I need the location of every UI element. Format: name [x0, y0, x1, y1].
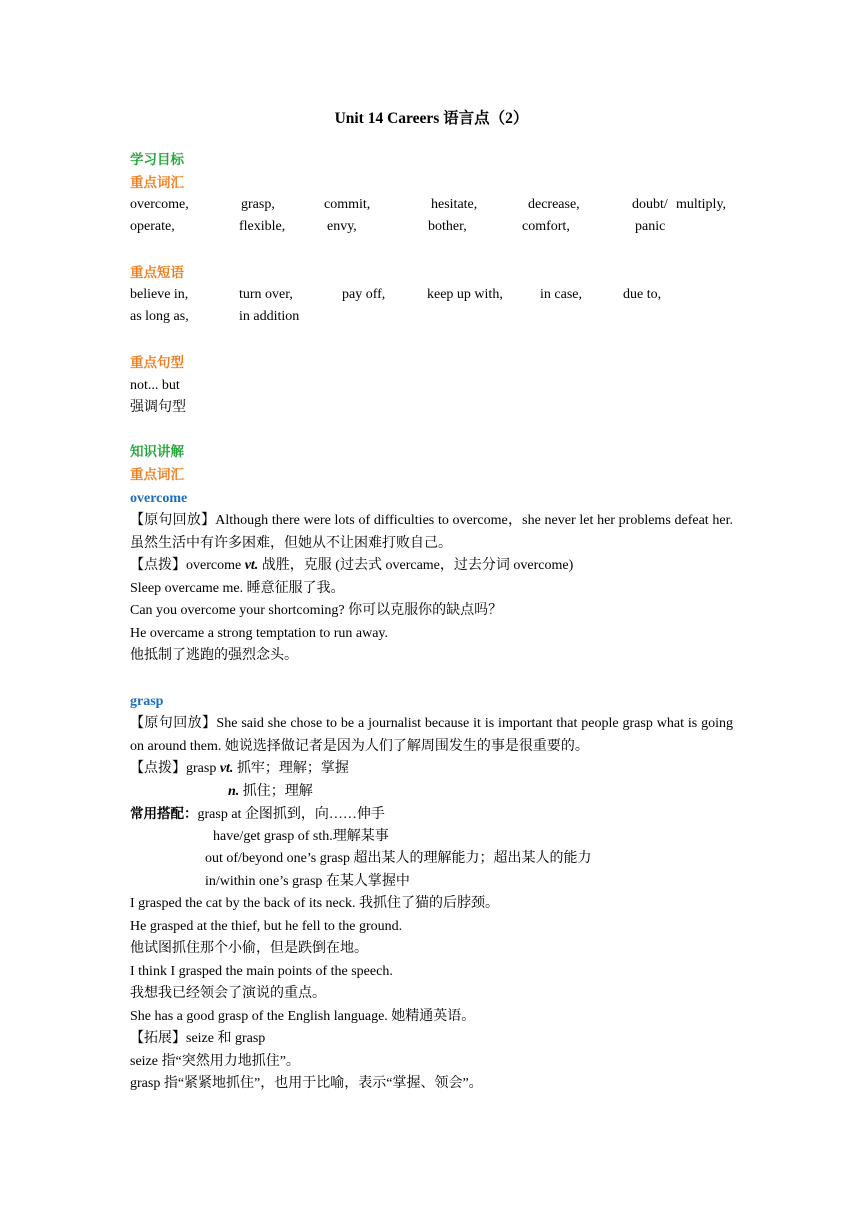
- tip-line: [130, 758, 349, 780]
- phrases-heading: 重点短语: [130, 265, 184, 281]
- part-of-speech: vt.: [244, 558, 259, 573]
- tip-line-noun: [228, 781, 313, 803]
- vocab-word: envy,: [327, 219, 357, 234]
- vocab-word: bother,: [428, 219, 467, 234]
- part-of-speech: n.: [228, 784, 240, 799]
- collocation: grasp at 企图抓到，向……伸手: [197, 807, 385, 822]
- extension-line: grasp 指“紧紧地抓住”，也用于比喻，表示“掌握、领会”。: [130, 1076, 483, 1091]
- tip-definition: 战胜，克服 (过去式 overcame，过去分词 overcome): [258, 558, 574, 573]
- example-sentence: He grasped at the thief, but he fell to the ground.: [130, 919, 403, 934]
- vocab-word: commit,: [324, 197, 371, 212]
- vocab-word: multiply,: [676, 197, 727, 212]
- page-title: Unit 14 Careers 语言点（2）: [334, 110, 529, 127]
- tip-line: [130, 555, 573, 577]
- collocation: in/within one’s grasp 在某人掌握中: [205, 874, 410, 889]
- tip-definition: 抓牢；理解；掌握: [233, 761, 349, 776]
- tip-prefix: 【点拨】overcome: [130, 558, 245, 573]
- vocab-word: comfort,: [522, 219, 570, 234]
- phrase: believe in,: [130, 287, 189, 302]
- example-translation: 他抵制了逃跑的强烈念头。: [130, 648, 298, 663]
- phrase: as long as,: [130, 309, 189, 324]
- collocation: have/get grasp of sth.理解某事: [213, 829, 389, 844]
- phrase: in case,: [540, 287, 582, 302]
- example-sentence: He overcame a strong temptation to run away.: [130, 626, 389, 641]
- extension-heading: 【拓展】seize 和 grasp: [130, 1031, 266, 1046]
- vocab-word: doubt/: [632, 197, 668, 212]
- example-sentence: Sleep overcame me. 睡意征服了我。: [130, 581, 345, 596]
- tip-definition: 抓住；理解: [239, 784, 313, 799]
- part-of-speech: vt.: [219, 761, 234, 776]
- word-heading-overcome: overcome: [130, 491, 188, 506]
- example-sentence: She has a good grasp of the English language. 她精通英语。: [130, 1009, 476, 1024]
- sentence-pattern: not... but: [130, 378, 180, 393]
- explanation-vocab-heading: 重点词汇: [130, 467, 184, 483]
- example-translation: 他试图抓住那个小偷，但是跌倒在地。: [130, 941, 368, 956]
- vocab-word: hesitate,: [431, 197, 478, 212]
- phrase: pay off,: [342, 287, 386, 302]
- vocab-heading: 重点词汇: [130, 175, 184, 191]
- extension-line: seize 指“突然用力地抓住”。: [130, 1054, 300, 1069]
- example-translation: 我想我已经领会了演说的重点。: [130, 986, 326, 1001]
- vocab-word: overcome,: [130, 197, 189, 212]
- example-sentence: I think I grasped the main points of the speech.: [130, 964, 393, 979]
- vocab-word: grasp,: [241, 197, 275, 212]
- collocation-label: 常用搭配：: [130, 806, 198, 822]
- explanation-heading: 知识讲解: [130, 444, 184, 460]
- vocab-word: operate,: [130, 219, 175, 234]
- phrase: turn over,: [239, 287, 293, 302]
- vocab-word: decrease,: [528, 197, 580, 212]
- phrase: due to,: [623, 287, 662, 302]
- sentences-heading: 重点句型: [130, 355, 184, 371]
- vocab-word: flexible,: [239, 219, 286, 234]
- collocation: out of/beyond one’s grasp 超出某人的理解能力；超出某人的能力: [205, 851, 592, 866]
- original-sentence: 【原句回放】Although there were lots of difficulties to overcome，she never let her problems defeat her. 虽然生活中有许多困难，但她从不让困难打败自己。: [130, 513, 733, 551]
- original-sentence: 【原句回放】She said she chose to be a journalist because it is important that people grasp what is going on around them. 她说选择做记者是因为人们了解周围发生的事是很重要的。: [130, 716, 733, 754]
- example-sentence: Can you overcome your shortcoming? 你可以克服你的缺点吗？: [130, 603, 503, 618]
- objectives-heading: 学习目标: [130, 152, 184, 168]
- tip-prefix: 【点拨】grasp: [130, 761, 220, 776]
- collocation-line: [130, 803, 385, 826]
- phrase: in addition: [239, 309, 300, 324]
- word-heading-grasp: grasp: [130, 694, 164, 709]
- phrase: keep up with,: [427, 287, 503, 302]
- sentence-pattern: 强调句型: [130, 400, 186, 415]
- vocab-word: panic: [635, 219, 666, 234]
- example-sentence: I grasped the cat by the back of its neck. 我抓住了猫的后脖颈。: [130, 896, 499, 911]
